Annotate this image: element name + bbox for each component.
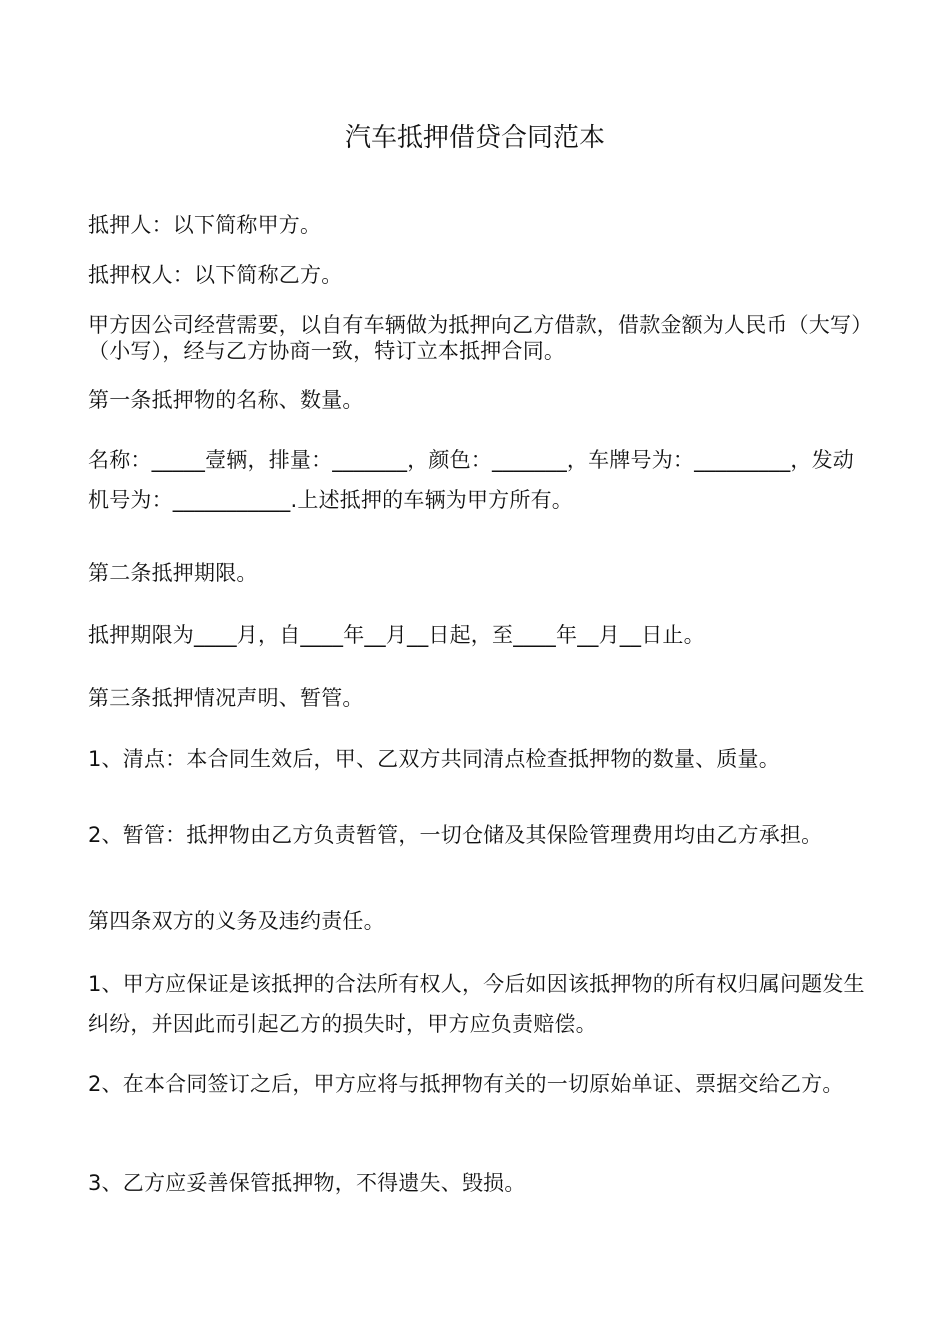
article-two-heading: 第二条抵押期限。	[88, 561, 258, 585]
paragraph-vehicle-details: 名称：_____壹辆，排量：_______，颜色：_______，车牌号为：_________，发动机号为：___________.上述抵押的车辆为甲方所有。	[88, 448, 854, 512]
article-four-heading: 第四条双方的义务及违约责任。	[88, 909, 385, 933]
paragraph-mortgagee: 抵押权人：以下简称乙方。	[88, 263, 343, 287]
paragraph-custody: 2、暂管：抵押物由乙方负责暂管，一切仓储及其保险管理费用均由乙方承担。	[88, 823, 823, 847]
paragraph-documents-handover: 2、在本合同签订之后，甲方应将与抵押物有关的一切原始单证、票据交给乙方。	[88, 1072, 844, 1096]
article-three-heading: 第三条抵押情况声明、暂管。	[88, 686, 364, 710]
paragraph-mortgagor: 抵押人：以下简称甲方。	[88, 213, 322, 237]
paragraph-safekeeping: 3、乙方应妥善保管抵押物，不得遗失、毁损。	[88, 1171, 526, 1195]
article-one-heading: 第一条抵押物的名称、数量。	[88, 388, 364, 412]
paragraph-ownership-guarantee: 1、甲方应保证是该抵押的合法所有权人，今后如因该抵押物的所有权归属问题发生纠纷，并因此而引起乙方的损失时，甲方应负责赔偿。	[88, 972, 865, 1036]
document-title: 汽车抵押借贷合同范本	[344, 123, 605, 153]
paragraph-purpose: 甲方因公司经营需要，以自有车辆做为抵押向乙方借款，借款金额为人民币（大写）（小写），经与乙方协商一致，特订立本抵押合同。	[88, 313, 862, 363]
paragraph-inventory: 1、清点：本合同生效后，甲、乙双方共同清点检查抵押物的数量、质量。	[88, 747, 780, 771]
paragraph-term: 抵押期限为____月，自____年__月__日起，至____年__月__日止。	[88, 623, 705, 647]
